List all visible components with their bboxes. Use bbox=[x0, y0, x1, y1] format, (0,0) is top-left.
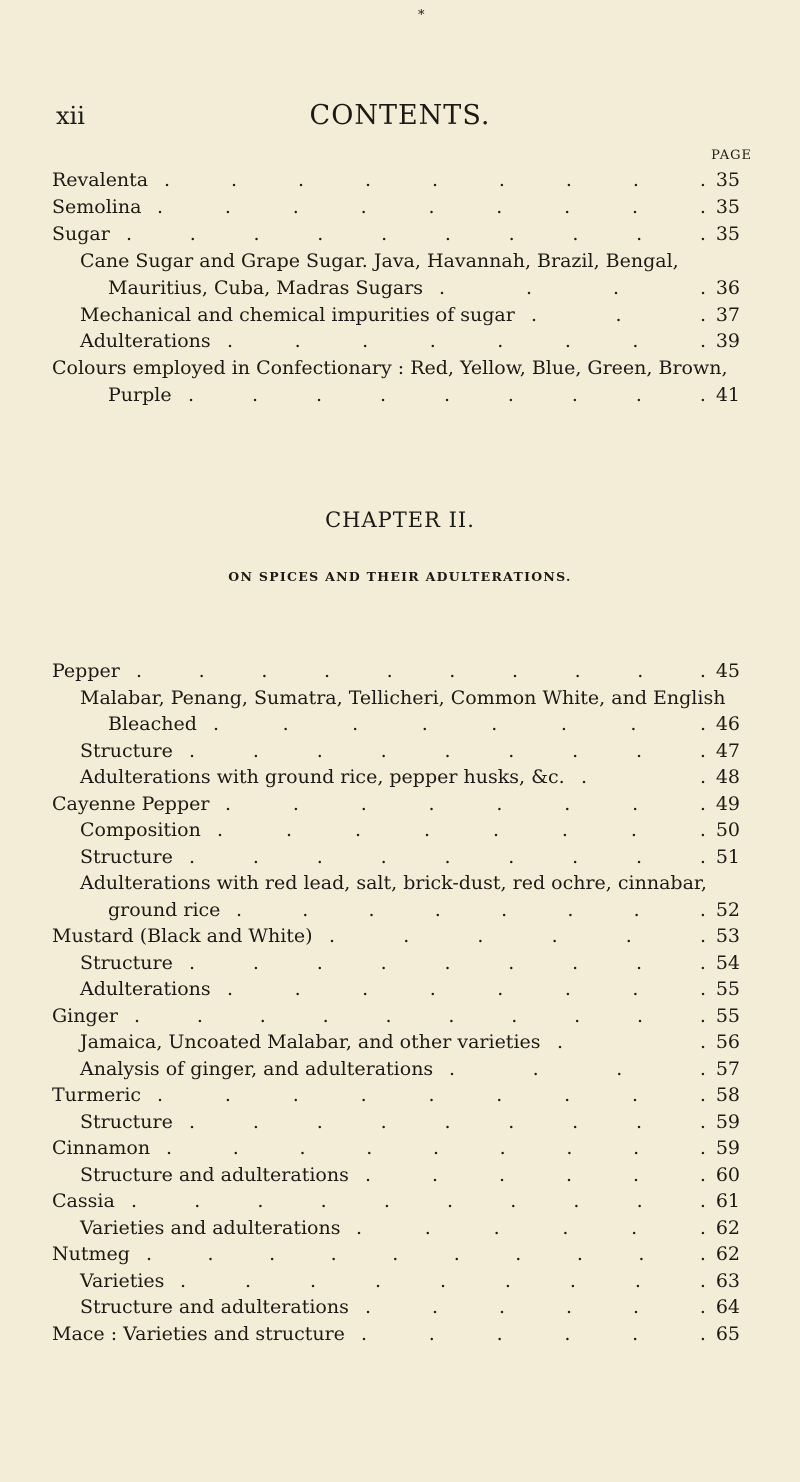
dot-leader: . . . . . . . . . bbox=[157, 195, 706, 218]
dot-leader: . . . . . . bbox=[356, 1216, 706, 1239]
toc-entry-label: Composition bbox=[80, 819, 201, 841]
dot-leader: . . bbox=[581, 766, 706, 788]
folio-number: xii bbox=[56, 102, 85, 130]
toc-entry-page-number: 60 bbox=[715, 1163, 740, 1186]
toc-entry-label: Varieties bbox=[80, 1269, 165, 1292]
toc-entry bbox=[0, 355, 800, 381]
dot-leader: . . . . bbox=[439, 276, 706, 299]
toc-entry bbox=[0, 685, 800, 711]
toc-entry-page-number: 35 bbox=[715, 169, 740, 191]
toc-entry bbox=[0, 711, 800, 737]
toc-entry-label: Semolina bbox=[52, 195, 142, 218]
dot-leader: . . . . . . . . . bbox=[164, 169, 706, 191]
toc-entry-label: Cinnamon bbox=[52, 1137, 151, 1159]
toc-entry-page-number: 65 bbox=[715, 1322, 740, 1345]
dot-leader: . . bbox=[557, 1031, 706, 1053]
toc-entry bbox=[0, 870, 800, 896]
toc-entry bbox=[0, 976, 800, 1002]
dot-leader: . . . . . . . . . . bbox=[136, 660, 706, 682]
toc-entry bbox=[0, 328, 800, 354]
toc-entry-label: Cayenne Pepper bbox=[52, 792, 210, 815]
toc-entry bbox=[0, 923, 800, 949]
toc-entry-page-number: 47 bbox=[715, 739, 740, 762]
toc-entry bbox=[0, 950, 800, 976]
toc-entry-label: Turmeric bbox=[52, 1084, 142, 1106]
toc-entry bbox=[0, 1135, 800, 1161]
page-column-heading: PAGE bbox=[711, 148, 752, 163]
dot-leader: . . . . . . . . bbox=[227, 978, 706, 1000]
toc-entry bbox=[0, 1294, 800, 1320]
toc-entry-label: Structure bbox=[80, 739, 173, 762]
toc-entry bbox=[0, 1268, 800, 1294]
toc-entry bbox=[0, 658, 800, 684]
dot-leader: . . . . . . . . . . bbox=[134, 1004, 706, 1027]
toc-entry-label: Adulterations bbox=[80, 330, 211, 353]
chapter-subtitle: ON SPICES AND THEIR ADULTERATIONS. bbox=[228, 569, 572, 584]
dot-leader: . . . . . . . . . bbox=[189, 951, 706, 974]
dot-leader: . . . . . . . . . bbox=[189, 739, 706, 762]
toc-entry bbox=[0, 1082, 800, 1108]
toc-entry-label: Mauritius, Cuba, Madras Sugars bbox=[108, 276, 424, 299]
toc-entry-page-number: 37 bbox=[715, 303, 740, 326]
dot-leader: . . . . . . . . bbox=[217, 819, 706, 841]
toc-entry bbox=[0, 1029, 800, 1055]
toc-entry-page-number: 45 bbox=[715, 660, 740, 682]
dot-leader: . . . . . . . . . bbox=[166, 1137, 706, 1159]
toc-entry-page-number: 52 bbox=[715, 898, 740, 921]
dot-leader: . . . bbox=[531, 303, 706, 326]
toc-entry-label: Varieties and adulterations bbox=[80, 1216, 341, 1239]
toc-entry bbox=[0, 194, 800, 220]
toc-entry-label: Structure bbox=[80, 1110, 173, 1133]
toc-entry-page-number: 61 bbox=[715, 1190, 740, 1212]
dot-leader: . . . . . . . . . bbox=[189, 845, 706, 868]
dot-leader: . . . . . . . . . bbox=[157, 1084, 706, 1106]
toc-entry-page-number: 39 bbox=[715, 330, 740, 353]
toc-entry-label: Mechanical and chemical impurities of sugar bbox=[80, 303, 515, 326]
toc-entry-label: Jamaica, Uncoated Malabar, and other varieties bbox=[80, 1031, 541, 1053]
toc-entry bbox=[0, 1188, 800, 1214]
dot-leader: . . . . . . . . . bbox=[188, 384, 706, 407]
chapter-heading: CHAPTER II. bbox=[325, 508, 475, 532]
toc-entry-page-number: 55 bbox=[715, 978, 740, 1000]
toc-entry-label: ground rice bbox=[108, 898, 221, 921]
dot-leader: . . . . . . bbox=[361, 1322, 706, 1345]
toc-entry-page-number: 36 bbox=[715, 276, 740, 299]
toc-entry-page-number: 62 bbox=[715, 1243, 740, 1265]
toc-entry-page-number: 56 bbox=[715, 1031, 740, 1053]
page-title: CONTENTS. bbox=[309, 100, 491, 131]
toc-entry-page-number: 59 bbox=[715, 1137, 740, 1159]
toc-entry bbox=[0, 1215, 800, 1241]
toc-entry-page-number: 58 bbox=[715, 1084, 740, 1106]
toc-entry-label: Adulterations bbox=[80, 978, 211, 1000]
toc-entry-page-number: 62 bbox=[715, 1216, 740, 1239]
page-header bbox=[0, 102, 800, 138]
toc-entry bbox=[0, 167, 800, 193]
toc-entry-label: Structure bbox=[80, 845, 173, 868]
toc-entry bbox=[0, 382, 800, 408]
toc-entry bbox=[0, 221, 800, 247]
dot-leader: . . . . . . . . bbox=[225, 792, 706, 815]
dot-leader: . . . . . . bbox=[329, 925, 706, 947]
dot-leader: . . . . . . bbox=[365, 1163, 706, 1186]
toc-entry-page-number: 50 bbox=[715, 819, 740, 841]
toc-entry-label: Malabar, Penang, Sumatra, Tellicheri, Common White, and English bbox=[80, 686, 726, 709]
toc-entry-label: Cane Sugar and Grape Sugar. Java, Havannah, Brazil, Bengal, bbox=[80, 249, 679, 272]
toc-entry-page-number: 54 bbox=[715, 951, 740, 974]
toc-entry bbox=[0, 302, 800, 328]
toc-entry bbox=[0, 1162, 800, 1188]
toc-entry-label: Mustard (Black and White) bbox=[52, 925, 313, 947]
toc-entry bbox=[0, 764, 800, 790]
dot-leader: . . . . . . . . . . bbox=[131, 1190, 706, 1212]
toc-entry-page-number: 35 bbox=[715, 195, 740, 218]
dot-leader: . . . . . . bbox=[365, 1296, 706, 1318]
toc-entry-page-number: 49 bbox=[715, 792, 740, 815]
toc-entry-page-number: 41 bbox=[715, 384, 740, 407]
toc-entry-page-number: 63 bbox=[715, 1269, 740, 1292]
toc-entry-label: Cassia bbox=[52, 1190, 115, 1212]
dot-leader: . . . . bbox=[449, 1057, 706, 1080]
toc-entry-label: Adulterations with ground rice, pepper husks, &c. bbox=[80, 766, 565, 788]
toc-entry-label: Purple bbox=[108, 384, 172, 407]
toc-entry bbox=[0, 1056, 800, 1082]
toc-entry-page-number: 64 bbox=[715, 1296, 740, 1318]
toc-entry bbox=[0, 897, 800, 923]
toc-entry bbox=[0, 1003, 800, 1029]
toc-entry-page-number: 35 bbox=[715, 222, 740, 245]
printer-mark: * bbox=[418, 8, 425, 23]
toc-entry-label: Structure and adulterations bbox=[80, 1163, 349, 1186]
dot-leader: . . . . . . . . bbox=[213, 713, 706, 735]
toc-entry-page-number: 48 bbox=[715, 766, 740, 788]
toc-entry-page-number: 55 bbox=[715, 1004, 740, 1027]
toc-entry bbox=[0, 817, 800, 843]
dot-leader: . . . . . . . . . . bbox=[146, 1243, 706, 1265]
toc-entry-label: Sugar bbox=[52, 222, 110, 245]
toc-entry-page-number: 59 bbox=[715, 1110, 740, 1133]
toc-entry-label: Analysis of ginger, and adulterations bbox=[80, 1057, 434, 1080]
dot-leader: . . . . . . . . . . bbox=[126, 222, 706, 245]
toc-entry-label: Adulterations with red lead, salt, brick-dust, red ochre, cinnabar, bbox=[80, 872, 707, 894]
toc-entry bbox=[0, 1241, 800, 1267]
dot-leader: . . . . . . . . . bbox=[180, 1269, 706, 1292]
toc-entry bbox=[0, 1321, 800, 1347]
dot-leader: . . . . . . . . bbox=[236, 898, 706, 921]
toc-entry-page-number: 53 bbox=[715, 925, 740, 947]
toc-entry bbox=[0, 248, 800, 274]
toc-entry-label: Nutmeg bbox=[52, 1243, 130, 1265]
dot-leader: . . . . . . . . bbox=[227, 330, 706, 353]
toc-entry-page-number: 51 bbox=[715, 845, 740, 868]
toc-entry bbox=[0, 844, 800, 870]
toc-entry bbox=[0, 275, 800, 301]
toc-entry-label: Bleached bbox=[108, 713, 197, 735]
toc-entry bbox=[0, 738, 800, 764]
toc-entry-label: Pepper bbox=[52, 660, 120, 682]
toc-entry-label: Colours employed in Confectionary : Red, Yellow, Blue, Green, Brown, bbox=[52, 357, 728, 380]
toc-entry-label: Mace : Varieties and structure bbox=[52, 1322, 345, 1345]
dot-leader: . . . . . . . . . bbox=[189, 1110, 706, 1133]
toc-entry-label: Structure and adulterations bbox=[80, 1296, 349, 1318]
toc-entry-label: Ginger bbox=[52, 1004, 118, 1027]
toc-entry bbox=[0, 791, 800, 817]
toc-entry-page-number: 46 bbox=[715, 713, 740, 735]
toc-entry-label: Structure bbox=[80, 951, 173, 974]
toc-entry-label: Revalenta bbox=[52, 169, 149, 191]
toc-entry bbox=[0, 1109, 800, 1135]
toc-entry-page-number: 57 bbox=[715, 1057, 740, 1080]
